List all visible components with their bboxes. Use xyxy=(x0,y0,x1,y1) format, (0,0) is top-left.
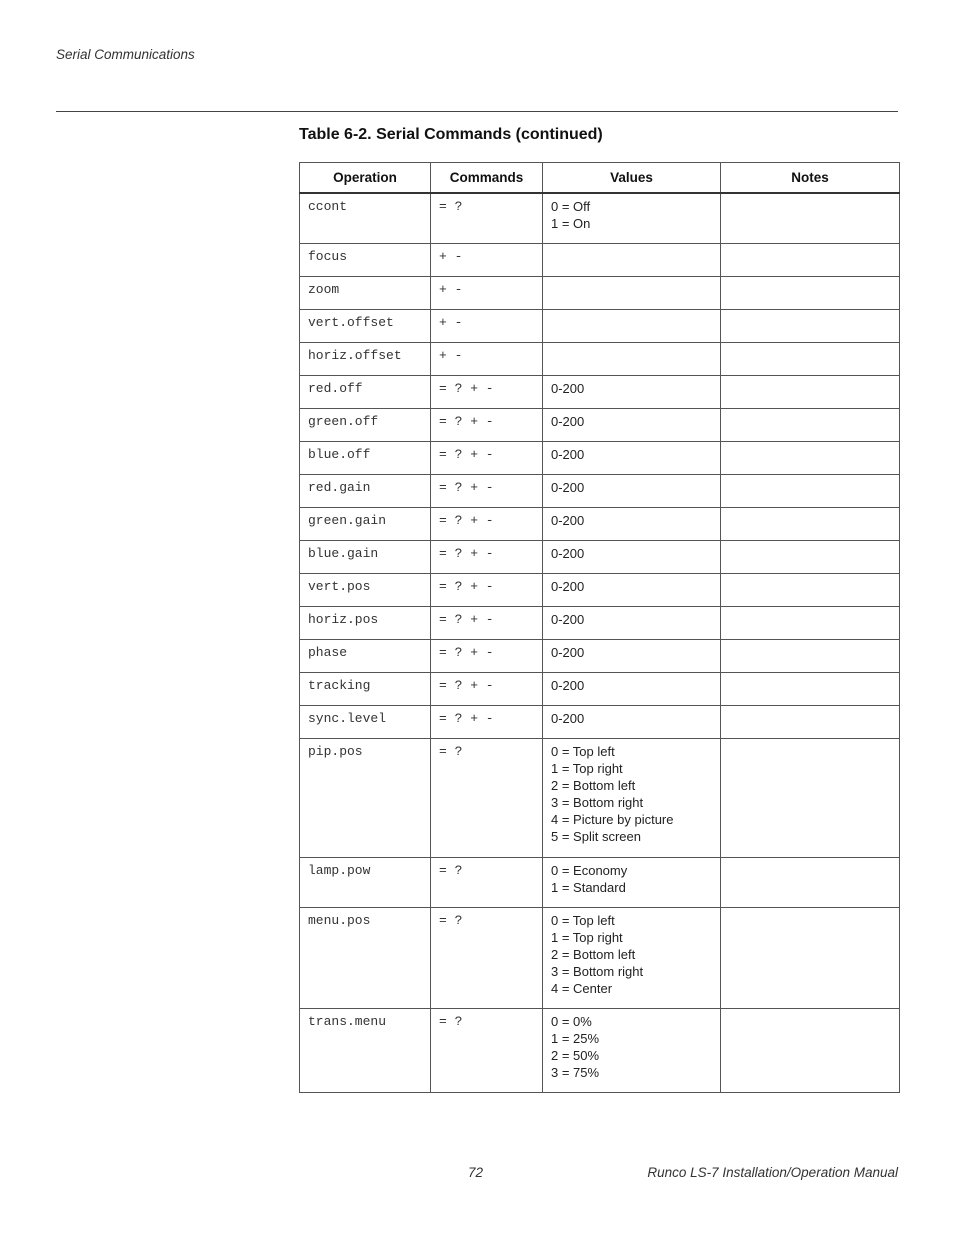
table-row xyxy=(300,243,900,276)
cell-commands: = ? + - xyxy=(431,540,543,573)
value-line: 0-200 xyxy=(551,380,585,396)
cell-operation: green.gain xyxy=(300,507,431,540)
cell-commands: = ? + - xyxy=(431,705,543,738)
serial-commands-table xyxy=(299,162,900,1093)
cell-values xyxy=(543,193,721,243)
cell-operation: blue.gain xyxy=(300,540,431,573)
value-line: 5 = Split screen xyxy=(551,828,641,844)
table-row xyxy=(300,193,900,243)
table-row xyxy=(300,309,900,342)
cell-commands: = ? xyxy=(431,738,543,857)
cell-notes xyxy=(721,474,900,507)
value-line: 0-200 xyxy=(551,710,585,726)
value-line: 1 = Standard xyxy=(551,879,626,895)
cell-notes xyxy=(721,441,900,474)
value-line: 0 = Top left xyxy=(551,743,615,759)
value-line: 1 = On xyxy=(551,216,591,231)
table-row xyxy=(300,507,900,540)
value-line: 0-200 xyxy=(551,479,585,495)
cell-notes xyxy=(721,540,900,573)
cell-values xyxy=(543,705,721,738)
cell-values xyxy=(543,606,721,639)
cell-notes xyxy=(721,606,900,639)
value-line: 3 = 75% xyxy=(551,1064,600,1080)
cell-notes xyxy=(721,408,900,441)
table-row xyxy=(300,672,900,705)
cell-operation: red.off xyxy=(300,375,431,408)
cell-values xyxy=(543,907,721,1008)
cell-notes xyxy=(721,705,900,738)
value-line: 0-200 xyxy=(551,545,585,561)
cell-operation: ccont xyxy=(300,193,431,243)
cell-operation: phase xyxy=(300,639,431,672)
cell-values xyxy=(543,573,721,606)
value-line: 0 = Economy xyxy=(551,862,628,878)
cell-commands: + - xyxy=(431,309,543,342)
column-header-commands: Commands xyxy=(431,163,543,194)
cell-commands: = ? xyxy=(431,857,543,907)
table-row xyxy=(300,276,900,309)
value-line: 4 = Picture by picture xyxy=(551,811,674,827)
cell-notes xyxy=(721,309,900,342)
value-line: 0-200 xyxy=(551,677,585,693)
cell-commands: + - xyxy=(431,276,543,309)
cell-values xyxy=(543,672,721,705)
cell-commands: = ? xyxy=(431,1008,543,1092)
table-row xyxy=(300,540,900,573)
value-line: 0-200 xyxy=(551,512,585,528)
cell-commands: = ? + - xyxy=(431,507,543,540)
cell-values xyxy=(543,507,721,540)
cell-notes xyxy=(721,193,900,243)
cell-notes xyxy=(721,276,900,309)
running-header: Serial Communications xyxy=(56,47,195,62)
cell-commands: = ? + - xyxy=(431,474,543,507)
cell-operation: horiz.offset xyxy=(300,342,431,375)
cell-operation: lamp.pow xyxy=(300,857,431,907)
cell-commands: = ? xyxy=(431,193,543,243)
cell-notes xyxy=(721,573,900,606)
cell-values xyxy=(543,540,721,573)
table-body xyxy=(300,193,900,1092)
value-line: 0-200 xyxy=(551,446,585,462)
cell-values xyxy=(543,639,721,672)
cell-values xyxy=(543,441,721,474)
cell-operation: blue.off xyxy=(300,441,431,474)
column-header-operation: Operation xyxy=(300,163,431,194)
value-line: 1 = Top right xyxy=(551,760,623,776)
value-line: 0-200 xyxy=(551,644,585,660)
table-row xyxy=(300,907,900,1008)
cell-operation: vert.offset xyxy=(300,309,431,342)
table-row xyxy=(300,639,900,672)
value-line: 1 = 25% xyxy=(551,1030,600,1046)
cell-values xyxy=(543,857,721,907)
cell-operation: trans.menu xyxy=(300,1008,431,1092)
cell-notes xyxy=(721,738,900,857)
column-header-values: Values xyxy=(543,163,721,194)
cell-operation: green.off xyxy=(300,408,431,441)
cell-operation: vert.pos xyxy=(300,573,431,606)
table-row xyxy=(300,342,900,375)
cell-values xyxy=(543,276,721,309)
value-line: 0-200 xyxy=(551,611,585,627)
value-line: 3 = Bottom right xyxy=(551,794,644,810)
cell-notes xyxy=(721,342,900,375)
table-row xyxy=(300,705,900,738)
table-row xyxy=(300,857,900,907)
cell-values xyxy=(543,1008,721,1092)
cell-operation: menu.pos xyxy=(300,907,431,1008)
cell-notes xyxy=(721,243,900,276)
cell-operation: horiz.pos xyxy=(300,606,431,639)
table-title: Table 6-2. Serial Commands (continued) xyxy=(299,126,603,143)
cell-notes xyxy=(721,907,900,1008)
cell-commands: = ? + - xyxy=(431,573,543,606)
cell-values xyxy=(543,243,721,276)
cell-operation: pip.pos xyxy=(300,738,431,857)
value-line: 2 = Bottom left xyxy=(551,777,636,793)
value-line: 0 = Off xyxy=(551,199,591,214)
table-row xyxy=(300,573,900,606)
cell-operation: zoom xyxy=(300,276,431,309)
manual-title: Runco LS-7 Installation/Operation Manual xyxy=(647,1165,898,1180)
value-line: 3 = Bottom right xyxy=(551,963,644,979)
table-row xyxy=(300,408,900,441)
header-rule xyxy=(56,111,898,112)
cell-operation: tracking xyxy=(300,672,431,705)
cell-values xyxy=(543,474,721,507)
cell-commands: = ? + - xyxy=(431,441,543,474)
cell-values xyxy=(543,309,721,342)
cell-values xyxy=(543,408,721,441)
cell-commands: = ? + - xyxy=(431,606,543,639)
cell-commands: = ? + - xyxy=(431,408,543,441)
cell-commands: + - xyxy=(431,342,543,375)
cell-operation: focus xyxy=(300,243,431,276)
table-row xyxy=(300,606,900,639)
table-row xyxy=(300,441,900,474)
cell-values xyxy=(543,375,721,408)
cell-commands: = ? xyxy=(431,907,543,1008)
cell-commands: = ? + - xyxy=(431,639,543,672)
table-row xyxy=(300,1008,900,1092)
table-header-row xyxy=(300,163,900,194)
value-line: 0 = Top left xyxy=(551,912,615,928)
page-number: 72 xyxy=(468,1165,484,1180)
cell-notes xyxy=(721,672,900,705)
table-row xyxy=(300,738,900,857)
cell-commands: = ? + - xyxy=(431,375,543,408)
cell-commands: + - xyxy=(431,243,543,276)
cell-operation: sync.level xyxy=(300,705,431,738)
cell-commands: = ? + - xyxy=(431,672,543,705)
table-row xyxy=(300,474,900,507)
table-row xyxy=(300,375,900,408)
value-line: 1 = Top right xyxy=(551,929,623,945)
value-line: 0-200 xyxy=(551,578,585,594)
cell-operation: red.gain xyxy=(300,474,431,507)
value-line: 0 = 0% xyxy=(551,1013,592,1029)
value-line: 2 = Bottom left xyxy=(551,946,636,962)
cell-notes xyxy=(721,1008,900,1092)
column-header-notes: Notes xyxy=(721,163,900,194)
value-line: 0-200 xyxy=(551,413,585,429)
cell-notes xyxy=(721,857,900,907)
cell-notes xyxy=(721,507,900,540)
cell-values xyxy=(543,738,721,857)
value-line: 4 = Center xyxy=(551,980,613,996)
cell-notes xyxy=(721,639,900,672)
cell-values xyxy=(543,342,721,375)
cell-notes xyxy=(721,375,900,408)
value-line: 2 = 50% xyxy=(551,1047,600,1063)
